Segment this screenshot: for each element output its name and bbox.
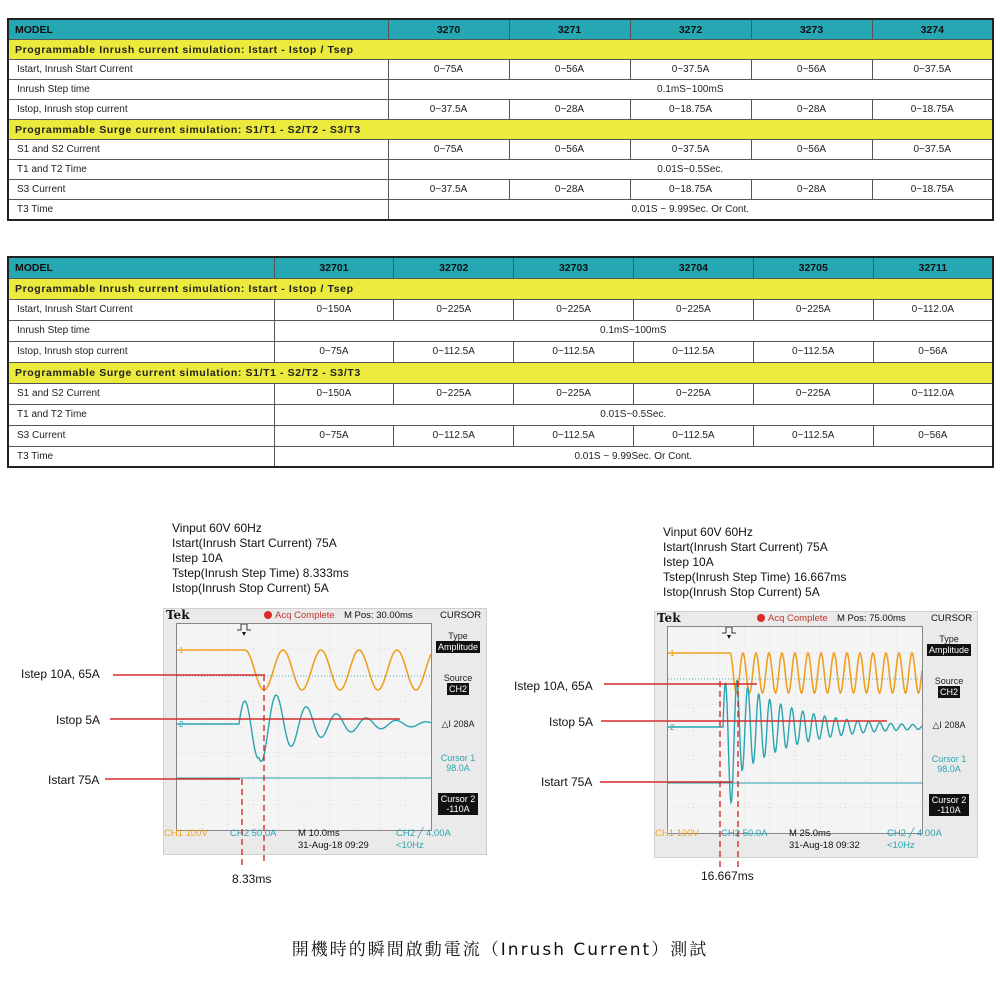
header-cell: MODEL <box>8 19 388 40</box>
tstep-label: 8.33ms <box>232 872 272 886</box>
source-label: Source <box>443 673 473 683</box>
row-label: Istart, Inrush Start Current <box>8 299 274 320</box>
table-cell: 0~56A <box>873 341 993 362</box>
table-cell: 0~56A <box>509 140 630 160</box>
timestamp: 31-Aug-18 09:29 <box>298 840 369 851</box>
source-box <box>923 676 975 698</box>
table-cell: 0~37.5A <box>872 140 993 160</box>
table-row <box>8 80 993 100</box>
acq-status: Acq Complete <box>264 610 335 621</box>
ch1-marker: 1 <box>179 646 184 655</box>
table-cell: 0~112.5A <box>514 425 634 446</box>
timestamp: 31-Aug-18 09:32 <box>789 840 860 851</box>
type-label: Type <box>448 631 468 641</box>
note-line: Istop(Inrush Stop Current) 5A <box>663 585 820 599</box>
type-value: Amplitude <box>437 642 479 652</box>
type-box <box>923 634 975 656</box>
table-cell: 0~112.0A <box>873 383 993 404</box>
table-cell: 0~225A <box>394 299 514 320</box>
section-title: Programmable Inrush current simulation: Istart - Istop / Tsep <box>8 40 993 60</box>
row-label: Istop, Inrush stop current <box>8 100 388 120</box>
header-cell: 32705 <box>753 257 873 278</box>
callout-istep: Istep 10A, 65A <box>514 679 593 693</box>
table-cell: 0~28A <box>509 180 630 200</box>
header-cell: 3273 <box>751 19 872 40</box>
table-cell: 0~112.5A <box>633 341 753 362</box>
row-label: T1 and T2 Time <box>8 404 274 425</box>
scope2-notes <box>663 525 846 600</box>
scope2-waveform <box>668 627 922 833</box>
cursor1-label: Cursor 1 <box>931 754 967 764</box>
row-label: S1 and S2 Current <box>8 140 388 160</box>
trigger-pulse-icon <box>237 624 251 630</box>
table-cell: 0~18.75A <box>630 100 751 120</box>
table-row <box>8 320 993 341</box>
table-row <box>8 140 993 160</box>
ch2-trace <box>668 680 922 802</box>
table-cell: 0~37.5A <box>872 60 993 80</box>
header-cell: 32702 <box>394 257 514 278</box>
ch1-marker: 1 <box>670 649 675 658</box>
record-dot-icon <box>264 611 272 619</box>
table-cell: 0~75A <box>388 140 509 160</box>
section-row <box>8 362 993 383</box>
header-cell: 3274 <box>872 19 993 40</box>
note-line: Istop(Inrush Stop Current) 5A <box>172 581 329 595</box>
cursor1-value: 98.0A <box>446 763 470 773</box>
note-line: Tstep(Inrush Step Time) 8.333ms <box>172 566 349 580</box>
table-row <box>8 180 993 200</box>
table-cell: 0~37.5A <box>388 180 509 200</box>
cursor1-box <box>432 753 484 773</box>
table-cell: 0~75A <box>388 60 509 80</box>
ch1-scale: CH1 100V <box>164 828 208 839</box>
source-value: CH2 <box>939 687 958 697</box>
section-row <box>8 120 993 140</box>
table-cell: 0~18.75A <box>872 180 993 200</box>
callout-istart: Istart 75A <box>48 773 100 787</box>
callout-istart: Istart 75A <box>541 775 593 789</box>
table-cell: 0~112.5A <box>514 341 634 362</box>
table-cell: 0~150A <box>274 299 394 320</box>
trigger-arrow-icon <box>727 635 731 639</box>
trigger-arrow-icon <box>242 632 246 636</box>
table-cell: 0~225A <box>514 299 634 320</box>
table-cell: 0~225A <box>394 383 514 404</box>
ch2-scale: CH2 50.0A <box>721 828 768 839</box>
header-cell: MODEL <box>8 257 274 278</box>
timebase: M 10.0ms <box>298 828 340 839</box>
trigger-pulse-icon <box>722 627 736 633</box>
scope1-notes <box>172 521 349 596</box>
scope2-screen <box>654 611 978 858</box>
delta-readout: △I 208A <box>441 719 475 729</box>
table-row <box>8 160 993 180</box>
callout-istop: Istop 5A <box>549 715 594 729</box>
freq: <10Hz <box>396 840 424 851</box>
type-box <box>432 631 484 653</box>
table-cell: 0~112.5A <box>394 425 514 446</box>
table-cell: 0~18.75A <box>630 180 751 200</box>
header-cell: 3271 <box>509 19 630 40</box>
row-label: Inrush Step time <box>8 320 274 341</box>
header-cell: 3270 <box>388 19 509 40</box>
source-label: Source <box>934 676 964 686</box>
table-cell: 0~150A <box>274 383 394 404</box>
table-cell: 0~75A <box>274 425 394 446</box>
acq-status: Acq Complete <box>757 613 828 624</box>
source-box <box>432 673 484 695</box>
table-header-row <box>8 257 993 278</box>
row-label: S3 Current <box>8 180 388 200</box>
table-cell: 0~28A <box>509 100 630 120</box>
table-row <box>8 404 993 425</box>
table-row <box>8 425 993 446</box>
table-cell: 0~28A <box>751 100 872 120</box>
row-label: S3 Current <box>8 425 274 446</box>
spec-table-3270-series <box>7 18 994 221</box>
type-value: Amplitude <box>928 645 970 655</box>
table-cell: 0~112.5A <box>753 425 873 446</box>
header-cell: 32703 <box>514 257 634 278</box>
cursor2-label: Cursor 2 <box>440 794 476 804</box>
table-cell: 0~37.5A <box>630 140 751 160</box>
table-cell-span: 0.01S~0.5Sec. <box>274 404 993 425</box>
spec-table-32700-series <box>7 256 994 468</box>
cursor2-label: Cursor 2 <box>931 795 967 805</box>
note-line: Vinput 60V 60Hz <box>172 521 262 535</box>
table-cell: 0~37.5A <box>630 60 751 80</box>
table-cell: 0~18.75A <box>872 100 993 120</box>
table-cell: 0~225A <box>633 383 753 404</box>
cursor1-label: Cursor 1 <box>440 753 476 763</box>
table-row <box>8 446 993 467</box>
table-cell-span: 0.01S ~ 9.99Sec. Or Cont. <box>388 200 993 221</box>
table-cell: 0~112.5A <box>394 341 514 362</box>
cursor-menu-title: CURSOR <box>931 613 973 624</box>
table-header-row <box>8 19 993 40</box>
callout-istep: Istep 10A, 65A <box>21 667 100 681</box>
table-row <box>8 383 993 404</box>
cursor2-value: -110A <box>937 805 961 815</box>
table-cell: 0~56A <box>751 140 872 160</box>
type-label: Type <box>939 634 959 644</box>
ch2-marker: 2 <box>670 723 675 732</box>
table-cell: 0~56A <box>509 60 630 80</box>
header-cell: 32711 <box>873 257 993 278</box>
section-row <box>8 278 993 299</box>
row-label: Istop, Inrush stop current <box>8 341 274 362</box>
cursor-menu-title: CURSOR <box>440 610 482 621</box>
note-line: Istep 10A <box>663 555 714 569</box>
ch2-marker: 2 <box>179 720 184 729</box>
tstep-label: 16.667ms <box>701 869 754 883</box>
table-row <box>8 200 993 221</box>
callout-istop: Istop 5A <box>56 713 101 727</box>
scope1-graticule <box>176 623 432 831</box>
table-cell: 0~56A <box>873 425 993 446</box>
m-pos: M Pos: 75.00ms <box>837 613 906 624</box>
cursor1-box <box>923 754 975 774</box>
header-cell: 3272 <box>630 19 751 40</box>
table-cell: 0~225A <box>753 299 873 320</box>
note-line: Istart(Inrush Start Current) 75A <box>172 536 337 550</box>
scope1-screen <box>163 608 487 855</box>
table-cell: 0~75A <box>274 341 394 362</box>
freq: <10Hz <box>887 840 915 851</box>
section-title: Programmable Surge current simulation: S1/T1 - S2/T2 - S3/T3 <box>8 362 993 383</box>
note-line: Istep 10A <box>172 551 223 565</box>
table-cell: 0~112.0A <box>873 299 993 320</box>
scope-topbar <box>655 612 977 626</box>
table-cell: 0~225A <box>633 299 753 320</box>
m-pos: M Pos: 30.00ms <box>344 610 413 621</box>
table-cell: 0~112.5A <box>753 341 873 362</box>
record-dot-icon <box>757 614 765 622</box>
note-line: Tstep(Inrush Step Time) 16.667ms <box>663 570 847 584</box>
ch1-scale: CH1 100V <box>655 828 699 839</box>
row-label: S1 and S2 Current <box>8 383 274 404</box>
delta-readout: △I 208A <box>932 720 966 730</box>
table-cell: 0~56A <box>751 60 872 80</box>
table-cell-span: 0.01S~0.5Sec. <box>388 160 993 180</box>
ch2-scale: CH2 50.0A <box>230 828 277 839</box>
table-cell-span: 0.01S ~ 9.99Sec. Or Cont. <box>274 446 993 467</box>
note-line: Vinput 60V 60Hz <box>663 525 753 539</box>
row-label: T3 Time <box>8 446 274 467</box>
cursor2-value: -110A <box>446 804 470 814</box>
brand-logo: Tek <box>657 611 681 625</box>
note-line: Istart(Inrush Start Current) 75A <box>663 540 828 554</box>
header-cell: 32704 <box>633 257 753 278</box>
cursor2-box <box>929 794 969 816</box>
table-cell: 0~112.5A <box>633 425 753 446</box>
row-label: Istart, Inrush Start Current <box>8 60 388 80</box>
row-label: Inrush Step time <box>8 80 388 100</box>
scope2-graticule <box>667 626 923 834</box>
table-cell: 0~225A <box>514 383 634 404</box>
section-title: Programmable Inrush current simulation: Istart - Istop / Tsep <box>8 278 993 299</box>
table-cell-span: 0.1mS~100mS <box>274 320 993 341</box>
table-cell: 0~225A <box>753 383 873 404</box>
page-caption: 開機時的瞬間啟動電流（Inrush Current）測試 <box>291 940 709 960</box>
timebase: M 25.0ms <box>789 828 831 839</box>
section-row <box>8 40 993 60</box>
cursor1-value: 98.0A <box>937 764 961 774</box>
row-label: T1 and T2 Time <box>8 160 388 180</box>
header-cell: 32701 <box>274 257 394 278</box>
table-row <box>8 100 993 120</box>
table-cell: 0~37.5A <box>388 100 509 120</box>
trigger: CH2 ╱ 4.00A <box>887 828 942 839</box>
trigger: CH2 ╱ 4.00A <box>396 828 451 839</box>
source-value: CH2 <box>448 684 467 694</box>
row-label: T3 Time <box>8 200 388 221</box>
table-row <box>8 60 993 80</box>
table-cell: 0~28A <box>751 180 872 200</box>
brand-logo: Tek <box>166 608 190 622</box>
table-cell-span: 0.1mS~100mS <box>388 80 993 100</box>
scope1-waveform <box>177 624 431 830</box>
table-row <box>8 341 993 362</box>
section-title: Programmable Surge current simulation: S1/T1 - S2/T2 - S3/T3 <box>8 120 993 140</box>
table-row <box>8 299 993 320</box>
cursor2-box <box>438 793 478 815</box>
scope-topbar <box>164 609 486 623</box>
